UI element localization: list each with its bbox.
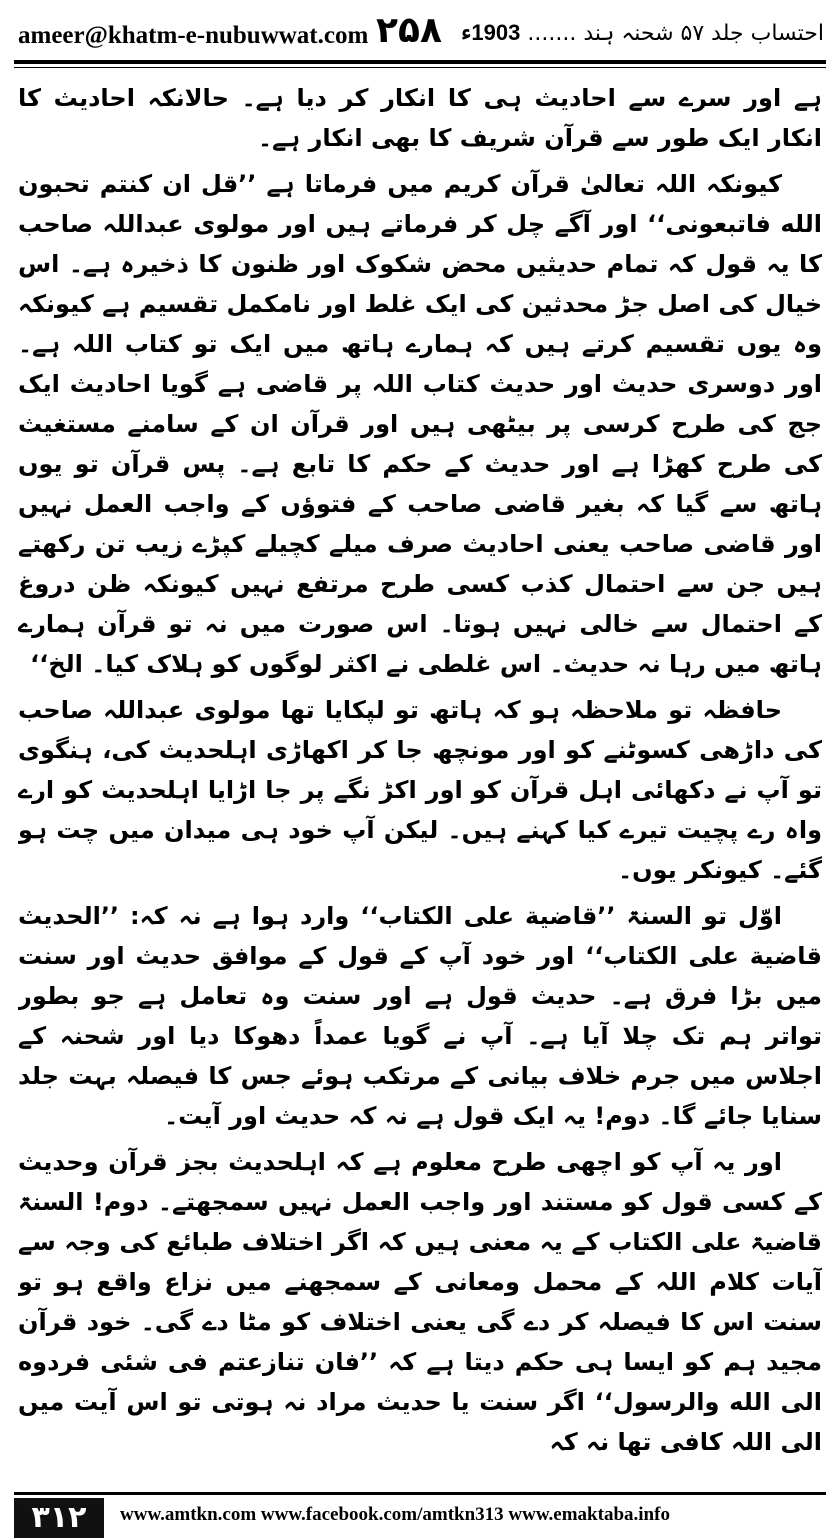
header-title-text: احتساب جلد ۵۷ شحنہ ہند ....... xyxy=(520,21,824,46)
header-book-title xyxy=(461,20,824,46)
header-email: ameer@khatm-e-nubuwwat.com xyxy=(18,22,369,49)
footer-urls: www.amtkn.com www.facebook.com/amtkn313 www.emaktaba.info xyxy=(120,1504,670,1525)
page-header xyxy=(0,0,840,62)
header-rule-thick xyxy=(14,60,826,64)
paragraph-4: اوّل تو السنۃ ’’قاضية على الكتاب‘‘ وارد ہوا ہے نہ کہ: ’’الحديث قاضية على الكتاب‘‘ اور خود آپ کے قول کے موافق حدیث اور سنت میں بڑا فرق ہے۔ حدیث قول ہے اور سنت وہ تعامل ہے جو بطور تواتر ہم تک چلا آیا ہے۔ آپ نے گویا عمداً دھوکا دیا اور شحنہ کے اجلاس میں جرم خلاف بیانی کے مرتکب ہوئے جس کا فیصلہ بہت جلد سنایا جائے گا۔ دوم! یہ ایک قول ہے نہ کہ حدیث اور آیت۔ xyxy=(18,902,822,1130)
header-page-number: ۲۵۸ xyxy=(376,10,442,51)
footer-page-box: ۳۱۲ xyxy=(14,1498,104,1538)
page-body xyxy=(18,78,822,1483)
paragraph-5: اور یہ آپ کو اچھی طرح معلوم ہے کہ اہلحدیث بجز قرآن وحدیث کے کسی قول کو مستند اور واجب العمل نہیں سمجھتے۔ دوم! السنۃ قاضیۃ علی الکتاب کے یہ معنی ہیں کہ اگر اختلاف طبائع کی وجہ سے آیات کلام اللہ کے محمل ومعانی کے سمجھنے میں نزاع واقع ہو تو سنت اس کا فیصلہ کر دے گی یعنی اختلاف کو مٹا دے گی۔ خود قرآن مجید ہم کو ایسا ہی حکم دیتا ہے کہ ’’فان تنازعتم فی شئی فردوه الى الله والرسول‘‘ اگر سنت یا حدیث مراد نہ ہوتی تو اس آیت میں الی اللہ کافی تھا نہ کہ xyxy=(18,1148,822,1456)
paragraph-1: ہے اور سرے سے احادیث ہی کا انکار کر دیا ہے۔ حالانکہ احادیث کا انکار ایک طور سے قرآن شریف کا بھی انکار ہے۔ xyxy=(18,84,822,152)
footer-rule xyxy=(14,1492,826,1495)
paragraph-3: حافظہ تو ملاحظہ ہو کہ ہاتھ تو لپکایا تھا مولوی عبداللہ صاحب کی داڑھی کسوٹنے کو اور مونچھ جا کر اکھاڑی اہلحدیث کی، ہنگوی تو آپ نے دکھائی اہل قرآن کو اور اکڑ نگے پر جا اڑایا اہلحدیث کو ارے واہ رے پچیت تیرے کیا کہنے ہیں۔ لیکن آپ خود ہی میدان میں چت ہو گئے۔ کیونکر یوں۔ xyxy=(18,696,822,884)
header-year: 1903ء xyxy=(461,20,521,45)
page-footer xyxy=(0,1492,840,1540)
header-rule-thin xyxy=(14,67,826,68)
paragraph-2: کیونکہ اللہ تعالیٰ قرآن کریم میں فرماتا ہے ’’قل ان کنتم تحبون الله فاتبعونی‘‘ اور آگے چل کر فرماتے ہیں اور مولوی عبداللہ صاحب کا یہ قول کہ تمام حدیثیں محض شکوک اور ظنون کا ذخیرہ ہے۔ اس خیال کی اصل جڑ محدثین کی ایک غلط اور نامکمل تقسیم ہے کیونکہ وہ یوں تقسیم کرتے ہیں کہ ہمارے ہاتھ میں ایک تو کتاب اللہ ہے۔ اور دوسری حدیث اور حدیث کتاب اللہ پر قاضی ہے گویا احادیث ایک جج کی طرح کرسی پر بیٹھی ہیں اور قرآن ان کے سامنے مستغیث کی طرح کھڑا ہے اور حدیث کے حکم کا تابع ہے۔ پس قرآن تو یوں ہاتھ سے گیا کہ بغیر قاضی صاحب کے فتوؤں کے واجب العمل نہیں اور قاضی صاحب یعنی احادیث صرف میلے کچیلے کپڑے زیب تن رکھتے ہیں جن سے احتمال کذب کسی طرح مرتفع نہیں کیونکہ ظن دروغ کے احتمال سے خالی نہیں ہوتا۔ اس صورت میں نہ تو قرآن ہمارے ہاتھ میں رہا نہ حدیث۔ اس غلطی نے اکثر لوگوں کو ہلاک کیا۔ الخ‘‘ xyxy=(18,170,822,678)
